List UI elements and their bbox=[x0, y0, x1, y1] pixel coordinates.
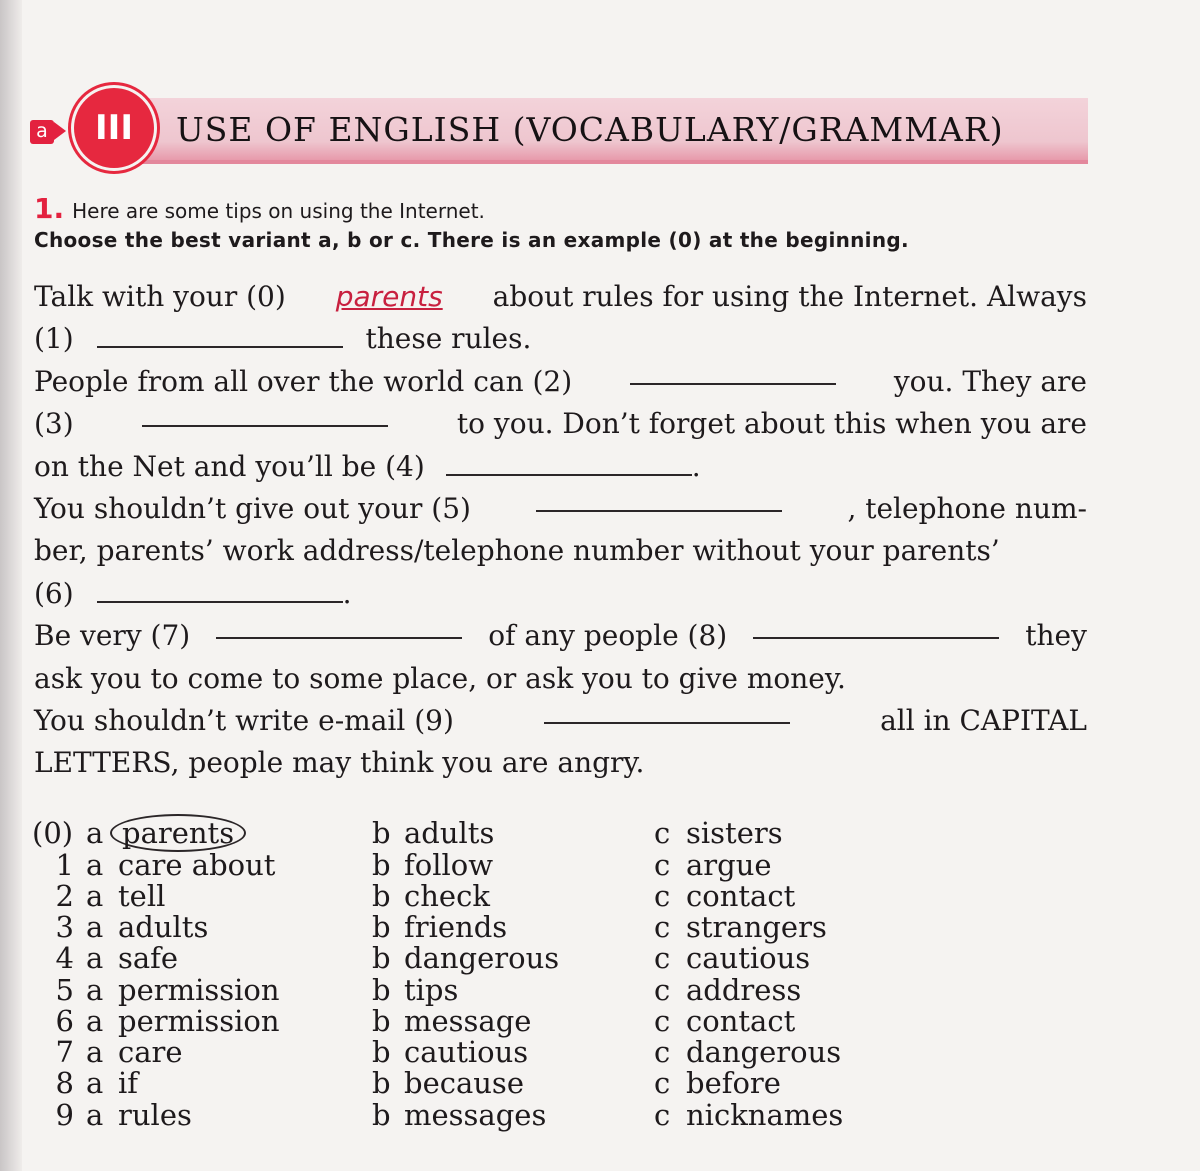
option-number: 6 bbox=[55, 1004, 74, 1038]
option-a[interactable] bbox=[86, 850, 275, 881]
option-letter: c bbox=[654, 1035, 671, 1069]
option-text: adults bbox=[404, 816, 495, 850]
option-b[interactable] bbox=[372, 818, 494, 849]
passage-text: about rules for using the Internet. Always bbox=[492, 280, 1087, 313]
option-text: argue bbox=[686, 848, 772, 882]
option-text: sisters bbox=[686, 816, 783, 850]
task-number: 1. bbox=[34, 192, 65, 225]
option-letter: a bbox=[86, 848, 104, 882]
passage-text: they bbox=[1025, 619, 1087, 652]
passage-text: you. They are bbox=[893, 365, 1087, 398]
option-number: 4 bbox=[55, 941, 74, 975]
option-letter: a bbox=[86, 879, 104, 913]
option-c[interactable] bbox=[654, 850, 772, 881]
option-text: rules bbox=[118, 1098, 192, 1132]
option-row-6 bbox=[34, 1006, 934, 1037]
passage-line bbox=[34, 742, 1087, 784]
example-answer: parents bbox=[335, 280, 443, 313]
option-letter: a bbox=[86, 1098, 104, 1132]
option-letter: c bbox=[654, 1004, 671, 1038]
passage-text: (3) bbox=[34, 407, 74, 440]
option-c[interactable] bbox=[654, 1006, 795, 1037]
option-b[interactable] bbox=[372, 1037, 528, 1068]
answer-blank-9[interactable] bbox=[544, 700, 790, 724]
option-number: 8 bbox=[55, 1066, 74, 1100]
option-letter: b bbox=[372, 816, 391, 850]
page-binding-shadow bbox=[0, 0, 22, 1171]
option-letter: b bbox=[372, 879, 391, 913]
option-row-9 bbox=[34, 1100, 934, 1131]
option-letter: a bbox=[86, 816, 104, 850]
option-b[interactable] bbox=[372, 943, 559, 974]
option-text: adults bbox=[118, 910, 209, 944]
answer-blank-2[interactable] bbox=[630, 361, 836, 385]
passage-line bbox=[34, 700, 1087, 742]
passage-text: on the Net and you’ll be (4) bbox=[34, 450, 425, 483]
option-row-8 bbox=[34, 1068, 934, 1099]
option-text: cautious bbox=[404, 1035, 529, 1069]
answer-blank-6[interactable] bbox=[97, 579, 343, 603]
passage-text: Talk with your (0) bbox=[34, 280, 286, 313]
passage-line bbox=[34, 530, 1087, 572]
option-text: address bbox=[686, 973, 802, 1007]
answer-blank-1[interactable] bbox=[97, 324, 343, 348]
option-letter: c bbox=[654, 848, 671, 882]
section-title: USE OF ENGLISH (VOCABULARY/GRAMMAR) bbox=[176, 110, 1004, 149]
section-letter-icon: a bbox=[30, 120, 54, 144]
option-text: dangerous bbox=[404, 941, 560, 975]
option-text: tips bbox=[404, 973, 459, 1007]
option-b[interactable] bbox=[372, 1068, 524, 1099]
passage-text: ber, parents’ work address/telephone number without your parents’ bbox=[34, 534, 1000, 567]
option-c[interactable] bbox=[654, 1068, 781, 1099]
option-letter: b bbox=[372, 1066, 391, 1100]
option-number: 9 bbox=[55, 1098, 74, 1132]
option-b[interactable] bbox=[372, 850, 493, 881]
option-a[interactable] bbox=[86, 881, 165, 912]
passage-text: (6) bbox=[34, 577, 74, 610]
passage-line bbox=[34, 276, 1087, 318]
answer-blank-4[interactable] bbox=[446, 452, 692, 476]
option-letter: a bbox=[86, 910, 104, 944]
passage-line bbox=[34, 361, 1087, 403]
option-text: contact bbox=[686, 1004, 796, 1038]
arrow-icon bbox=[54, 122, 66, 140]
option-a[interactable] bbox=[86, 912, 208, 943]
option-text: before bbox=[686, 1066, 781, 1100]
option-a[interactable] bbox=[86, 1068, 138, 1099]
option-text: strangers bbox=[686, 910, 827, 944]
option-c[interactable] bbox=[654, 912, 827, 943]
answer-blank-5[interactable] bbox=[536, 488, 782, 512]
option-a[interactable] bbox=[86, 943, 178, 974]
option-letter: b bbox=[372, 910, 391, 944]
circled-example-answer: parents bbox=[110, 814, 246, 852]
passage-text: People from all over the world can (2) bbox=[34, 365, 573, 398]
option-text: if bbox=[118, 1066, 139, 1100]
passage-line bbox=[34, 403, 1087, 445]
option-text: care about bbox=[118, 848, 276, 882]
option-row-7 bbox=[34, 1037, 934, 1068]
option-text: nicknames bbox=[686, 1098, 844, 1132]
option-c[interactable] bbox=[654, 943, 810, 974]
option-c[interactable] bbox=[654, 881, 795, 912]
passage-line bbox=[34, 658, 1087, 700]
option-row-4 bbox=[34, 943, 934, 974]
option-letter: a bbox=[86, 1066, 104, 1100]
passage-line bbox=[34, 446, 1087, 488]
option-a[interactable] bbox=[86, 818, 246, 849]
option-c[interactable] bbox=[654, 1100, 843, 1131]
option-letter: a bbox=[86, 1004, 104, 1038]
option-number: 1 bbox=[55, 848, 74, 882]
option-letter: c bbox=[654, 816, 671, 850]
option-letter: c bbox=[654, 879, 671, 913]
task-instruction: Choose the best variant a, b or c. There is an example (0) at the beginning. bbox=[34, 228, 909, 252]
option-letter: b bbox=[372, 848, 391, 882]
option-c[interactable] bbox=[654, 1037, 841, 1068]
option-letter: c bbox=[654, 973, 671, 1007]
option-text: cautious bbox=[686, 941, 811, 975]
passage-text: . bbox=[691, 450, 701, 483]
option-row-0 bbox=[34, 818, 934, 849]
passage-text: of any people (8) bbox=[488, 619, 728, 652]
option-letter: c bbox=[654, 941, 671, 975]
option-letter: c bbox=[654, 1066, 671, 1100]
option-c[interactable] bbox=[654, 975, 801, 1006]
option-row-3 bbox=[34, 912, 934, 943]
passage-line bbox=[34, 318, 1087, 360]
option-letter: a bbox=[86, 1035, 104, 1069]
option-text: check bbox=[404, 879, 490, 913]
option-a[interactable] bbox=[86, 1100, 192, 1131]
section-number-badge: III bbox=[74, 88, 154, 168]
option-letter: b bbox=[372, 1035, 391, 1069]
passage-text: these rules. bbox=[365, 322, 532, 355]
passage-line bbox=[34, 488, 1087, 530]
passage-text: . bbox=[342, 577, 352, 610]
option-text: permission bbox=[118, 973, 280, 1007]
answer-blank-8[interactable] bbox=[753, 615, 999, 639]
option-a[interactable] bbox=[86, 975, 280, 1006]
option-number: (0) bbox=[32, 816, 74, 850]
option-text: messages bbox=[404, 1098, 547, 1132]
option-text: permission bbox=[118, 1004, 280, 1038]
option-letter: b bbox=[372, 1098, 391, 1132]
option-text: follow bbox=[404, 848, 494, 882]
option-b[interactable] bbox=[372, 912, 507, 943]
option-text: tell bbox=[118, 879, 166, 913]
passage-text: You shouldn’t give out your (5) bbox=[34, 492, 471, 525]
option-text: contact bbox=[686, 879, 796, 913]
passage-line bbox=[34, 573, 1087, 615]
task-text: Here are some tips on using the Internet. bbox=[72, 199, 485, 223]
answer-blank-3[interactable] bbox=[142, 403, 388, 427]
option-letter: a bbox=[86, 973, 104, 1007]
option-text: dangerous bbox=[686, 1035, 842, 1069]
option-b[interactable] bbox=[372, 975, 458, 1006]
passage-text: Be very (7) bbox=[34, 619, 191, 652]
option-letter: b bbox=[372, 1004, 391, 1038]
option-a[interactable] bbox=[86, 1006, 280, 1037]
option-b[interactable] bbox=[372, 881, 490, 912]
option-text: safe bbox=[118, 941, 179, 975]
passage-text: You shouldn’t write e-mail (9) bbox=[34, 704, 454, 737]
passage-text: to you. Don’t forget about this when you are bbox=[456, 407, 1087, 440]
passage-line bbox=[34, 615, 1087, 657]
option-text: care bbox=[118, 1035, 183, 1069]
option-row-1 bbox=[34, 850, 934, 881]
option-letter: c bbox=[654, 1098, 671, 1132]
option-b[interactable] bbox=[372, 1100, 546, 1131]
option-letter: b bbox=[372, 973, 391, 1007]
option-letter: a bbox=[86, 941, 104, 975]
option-row-5 bbox=[34, 975, 934, 1006]
passage-text: (1) bbox=[34, 322, 74, 355]
option-text: friends bbox=[404, 910, 508, 944]
option-row-2 bbox=[34, 881, 934, 912]
task-heading bbox=[34, 192, 485, 225]
option-c[interactable] bbox=[654, 818, 783, 849]
option-text: because bbox=[404, 1066, 524, 1100]
option-number: 7 bbox=[55, 1035, 74, 1069]
passage-text: all in CAPITAL bbox=[880, 704, 1087, 737]
option-number: 3 bbox=[55, 910, 74, 944]
option-letter: b bbox=[372, 941, 391, 975]
option-number: 2 bbox=[55, 879, 74, 913]
passage-text: LETTERS, people may think you are angry. bbox=[34, 746, 645, 779]
option-b[interactable] bbox=[372, 1006, 531, 1037]
section-header bbox=[30, 88, 1090, 174]
answer-blank-7[interactable] bbox=[216, 615, 462, 639]
passage-text: ask you to come to some place, or ask you to give money. bbox=[34, 662, 846, 695]
option-text: message bbox=[404, 1004, 532, 1038]
passage-text: , telephone num- bbox=[847, 492, 1087, 525]
option-a[interactable] bbox=[86, 1037, 183, 1068]
option-number: 5 bbox=[55, 973, 74, 1007]
option-letter: c bbox=[654, 910, 671, 944]
